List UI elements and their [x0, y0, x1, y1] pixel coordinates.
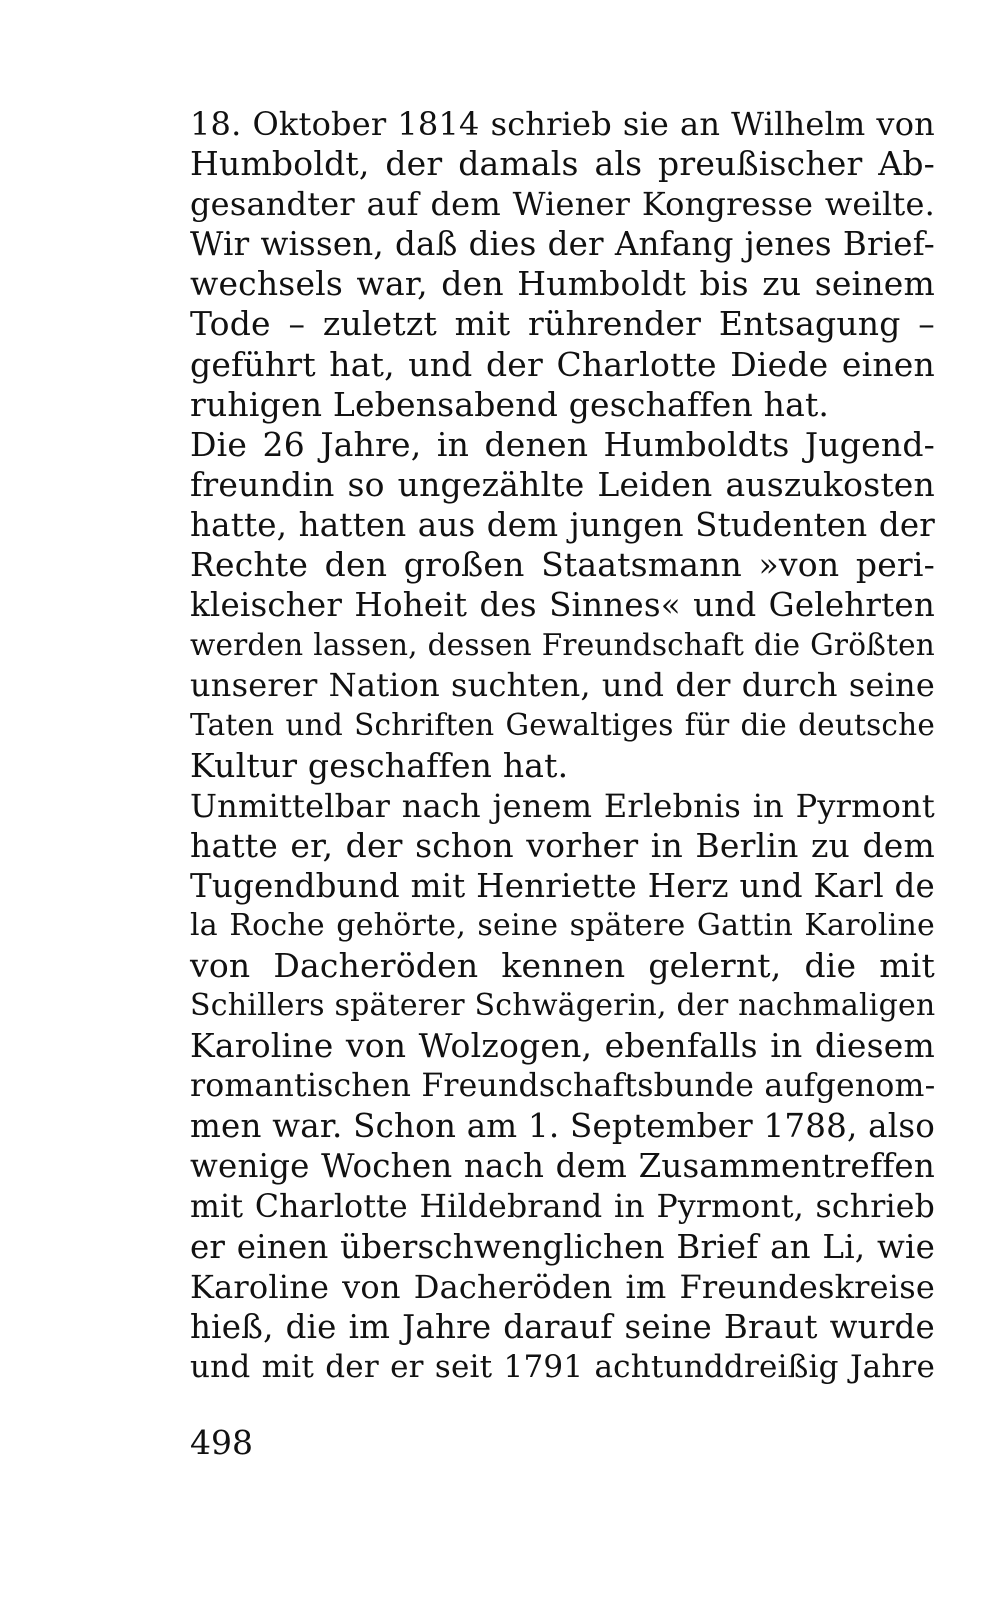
text-line: Karoline von Wolzogen, ebenfalls in diesem — [190, 1026, 935, 1066]
text-line: freundin so ungezählte Leiden auszukosten — [190, 464, 935, 504]
text-line: Tode – zuletzt mit rührender Entsagung – — [190, 304, 935, 344]
text-line: Wir wissen, daß dies der Anfang jenes Brief- — [190, 225, 935, 264]
text-line: von Dacheröden kennen gelernt, die mit — [190, 945, 935, 985]
text-line: geführt hat, und der Charlotte Diede einen — [190, 344, 935, 384]
text-line: gesandter auf dem Wiener Kongresse weilte. — [190, 185, 935, 224]
text-line: unserer Nation suchten, und der durch seine — [190, 666, 935, 705]
text-line: hieß, die im Jahre darauf seine Braut wurde — [190, 1307, 935, 1346]
text-line: und mit der er seit 1791 achtunddreißig Jahre — [190, 1348, 935, 1385]
text-line: Humboldt, der damals als preußischer Ab- — [190, 144, 935, 184]
text-line: Kultur geschaffen hat. — [190, 745, 569, 785]
text-line: ruhigen Lebensabend geschaffen hat. — [190, 384, 830, 424]
text-line: mit Charlotte Hildebrand in Pyrmont, schrieb — [190, 1188, 935, 1225]
body-text — [190, 104, 935, 1387]
text-line: Die 26 Jahre, in denen Humboldts Jugend- — [190, 424, 935, 464]
text-line: la Roche gehörte, seine spätere Gattin Karoline — [190, 907, 935, 943]
text-line: Karoline von Dacheröden im Freundeskreise — [190, 1267, 935, 1306]
text-line: hatte er, der schon vorher in Berlin zu dem — [190, 825, 935, 865]
text-line: er einen überschwenglichen Brief an Li, wie — [190, 1227, 935, 1266]
text-line: men war. Schon am 1. September 1788, also — [190, 1107, 935, 1146]
text-line: Unmittelbar nach jenem Erlebnis in Pyrmont — [190, 786, 935, 825]
text-line: Taten und Schriften Gewaltiges für die deutsche — [190, 708, 935, 743]
page-number: 498 — [190, 1423, 253, 1462]
text-line: wenige Wochen nach dem Zusammentreffen — [190, 1147, 935, 1186]
text-line: 18. Oktober 1814 schrieb sie an Wilhelm von — [190, 105, 935, 143]
text-line: wechsels war, den Humboldt bis zu seinem — [190, 264, 935, 304]
text-line: Rechte den großen Staatsmann »von peri- — [190, 545, 935, 585]
text-line: hatte, hatten aus dem jungen Studenten der — [190, 505, 935, 544]
text-line: Schillers späterer Schwägerin, der nachmaligen — [190, 988, 936, 1024]
text-line: kleischer Hoheit des Sinnes« und Gelehrten — [190, 586, 935, 625]
text-line: werden lassen, dessen Freundschaft die Größten — [190, 628, 935, 663]
text-line: romantischen Freundschaftsbunde aufgenom- — [190, 1068, 936, 1105]
text-line: Tugendbund mit Henriette Herz und Karl de — [190, 866, 935, 905]
